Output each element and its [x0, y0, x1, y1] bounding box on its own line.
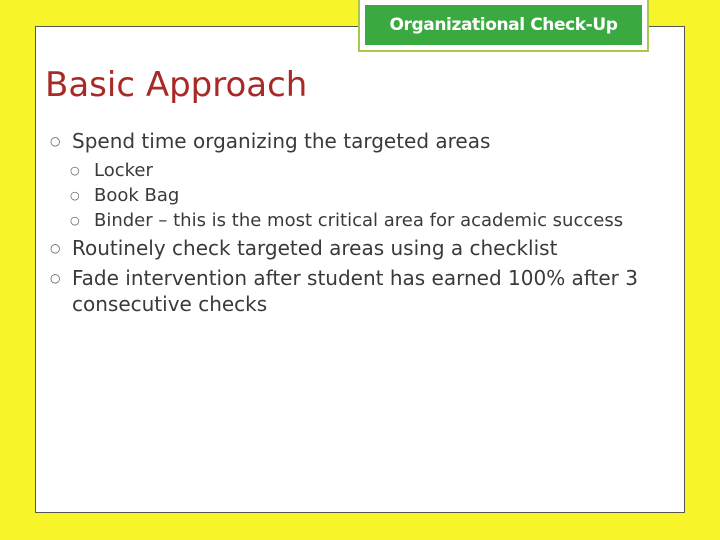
sub-bullet-marker-icon: ○: [70, 164, 80, 177]
bullet-text: Spend time organizing the targeted areas: [72, 129, 491, 153]
bullet-item: [50, 265, 690, 317]
sub-bullet-item: [50, 208, 690, 233]
header-label: Organizational Check-Up: [365, 5, 642, 45]
sub-bullet-text: Book Bag: [94, 185, 180, 206]
bullet-item: [50, 235, 690, 261]
sub-bullet-item: [50, 183, 690, 208]
sub-bullet-marker-icon: ○: [70, 214, 80, 227]
slide-title: Basic Approach: [45, 65, 308, 105]
bullet-marker-icon: ○: [50, 241, 61, 255]
bullet-text: Routinely check targeted areas using a checklist: [72, 236, 558, 260]
sub-bullet-list: [50, 158, 690, 233]
bullet-text: Fade intervention after student has earned 100% after 3 consecutive checks: [72, 266, 638, 316]
sub-bullet-marker-icon: ○: [70, 189, 80, 202]
header-tab: [358, 0, 649, 52]
sub-bullet-text: Binder – this is the most critical area for academic success: [94, 210, 624, 231]
bullet-marker-icon: ○: [50, 271, 61, 285]
bullet-marker-icon: ○: [50, 134, 61, 148]
sub-bullet-text: Locker: [94, 160, 153, 181]
bullet-item: [50, 128, 690, 154]
bullet-list: [50, 128, 690, 317]
sub-bullet-item: [50, 158, 690, 183]
